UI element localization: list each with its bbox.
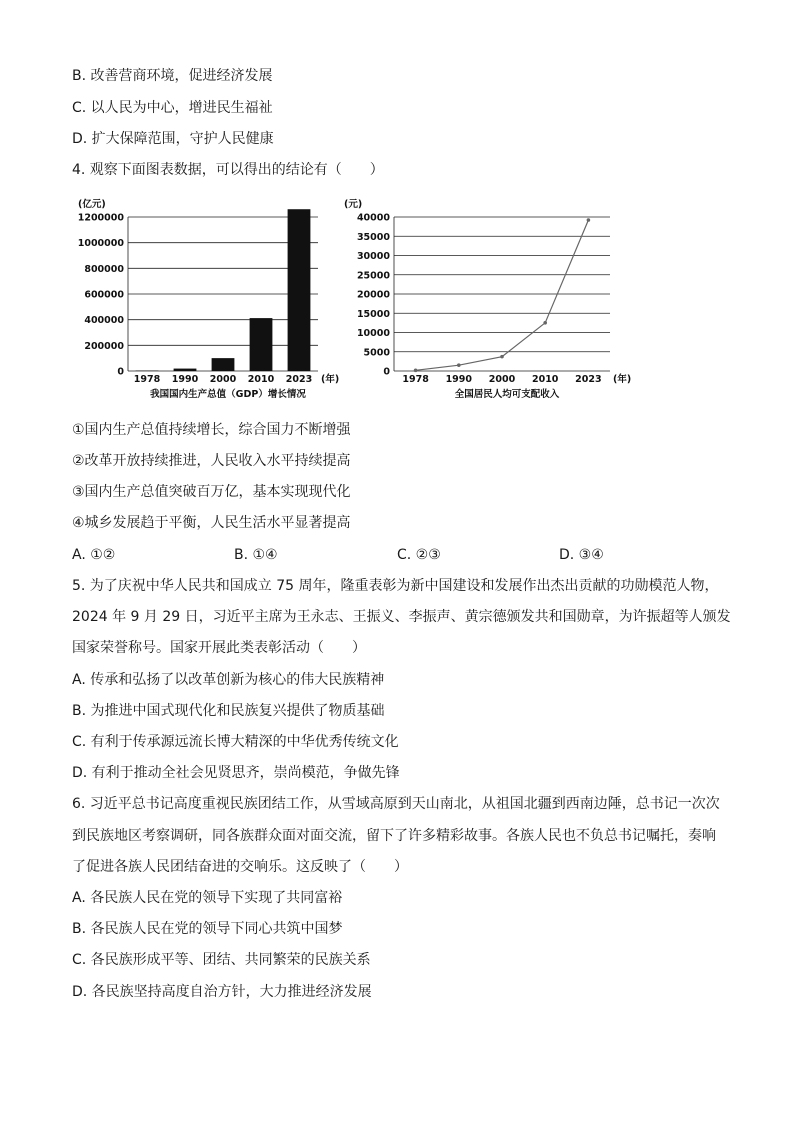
- q5-option-c: C. 有利于传承源远流长博大精深的中华优秀传统文化: [72, 734, 399, 750]
- q4-statement-4: ④城乡发展趋于平衡，人民生活水平显著提高: [72, 515, 351, 531]
- q4-option-d: D. ③④: [559, 547, 604, 563]
- q4-statement-1: ①国内生产总值持续增长，综合国力不断增强: [72, 422, 351, 438]
- q4-option-a: A. ①②: [72, 547, 116, 563]
- q6-option-b: B. 各民族人民在党的领导下同心共筑中国梦: [72, 921, 343, 937]
- chart1-ytick-label: 20000: [356, 289, 390, 301]
- chart1-x-unit: (年): [613, 374, 632, 385]
- chart1-caption: 全国居民人均可支配收入: [454, 389, 560, 400]
- q6-option-d: D. 各民族坚持高度自治方针，大力推进经济发展: [72, 984, 372, 1000]
- gdp-bar-chart: [78, 198, 339, 400]
- q5-stem-line-2: 2024 年 9 月 29 日，习近平主席为王永志、王振义、李振声、黄宗德颁发共和国勋章，为许振超等人颁发: [72, 609, 731, 625]
- chart1-point: [587, 218, 591, 222]
- chart1-ytick-label: 40000: [356, 212, 390, 224]
- q4-charts: [72, 190, 632, 410]
- q4-statement-3: ③国内生产总值突破百万亿，基本实现现代化: [72, 484, 351, 500]
- chart1-ytick-label: 30000: [356, 251, 390, 262]
- chart0-bar: [212, 358, 235, 371]
- chart1-point: [543, 321, 547, 325]
- chart0-xtick-label: 2010: [247, 374, 275, 385]
- chart0-bar: [174, 369, 197, 371]
- chart1-ytick-label: 0: [383, 366, 390, 378]
- chart1-ytick-label: 10000: [356, 328, 390, 339]
- q5-option-b: B. 为推进中国式现代化和民族复兴提供了物质基础: [72, 703, 385, 719]
- q6-stem-line-2: 到民族地区考察调研，同各族群众面对面交流，留下了许多精彩故事。各族人民也不负总书记嘱托，奏响: [72, 828, 716, 844]
- chart0-ytick-label: 400000: [84, 315, 124, 327]
- q6-option-a: A. 各民族人民在党的领导下实现了共同富裕: [72, 890, 343, 906]
- chart0-xtick-label: 1990: [171, 374, 199, 385]
- chart0-ytick-label: 800000: [84, 263, 124, 275]
- chart1-ytick-label: 25000: [356, 270, 390, 282]
- chart0-bar: [250, 318, 273, 371]
- chart1-point: [414, 369, 418, 373]
- chart1-xtick-label: 1990: [445, 374, 473, 385]
- chart0-xtick-label: 1978: [133, 374, 161, 385]
- chart1-series-line: [416, 220, 589, 370]
- q4-statement-2: ②改革开放持续推进，人民收入水平持续提高: [72, 453, 351, 469]
- chart0-xtick-label: 2023: [285, 374, 313, 385]
- chart1-point: [457, 363, 461, 367]
- q3-option-b: B. 改善营商环境，促进经济发展: [72, 68, 273, 84]
- chart1-xtick-label: 2023: [575, 374, 602, 385]
- q4-option-c: C. ②③: [397, 547, 441, 563]
- q6-stem-line-1: 6. 习近平总书记高度重视民族团结工作，从雪域高原到天山南北，从祖国北疆到西南边陲，总书记一次次: [72, 796, 720, 812]
- q4-question: 4. 观察下面图表数据，可以得出的结论有（ ）: [72, 162, 384, 178]
- chart0-x-unit: (年): [321, 374, 340, 385]
- chart0-ytick-label: 0: [117, 366, 124, 378]
- q3-option-c: C. 以人民为中心，增进民生福祉: [72, 100, 273, 116]
- chart0-xtick-label: 2000: [209, 374, 237, 385]
- q3-option-d: D. 扩大保障范围，守护人民健康: [72, 131, 274, 147]
- chart1-ytick-label: 5000: [363, 347, 390, 359]
- chart0-ytick-label: 1000000: [77, 238, 124, 250]
- q6-stem-line-3: 了促进各族人民团结奋进的交响乐。这反映了（ ）: [72, 859, 408, 875]
- q4-option-b: B. ①④: [234, 547, 278, 563]
- chart0-caption: 我国国内生产总值（GDP）增长情况: [150, 389, 306, 400]
- chart1-ytick-label: 35000: [356, 231, 390, 243]
- chart0-ytick-label: 200000: [84, 340, 124, 352]
- chart1-xtick-label: 2000: [488, 374, 516, 385]
- chart1-point: [500, 355, 504, 359]
- chart1-unit-label: (元): [344, 199, 363, 210]
- chart1-ytick-label: 15000: [356, 308, 390, 320]
- q6-option-c: C. 各民族形成平等、团结、共同繁荣的民族关系: [72, 952, 371, 968]
- chart0-ytick-label: 1200000: [77, 212, 124, 224]
- chart0-bar: [288, 209, 311, 371]
- q5-stem-line-1: 5. 为了庆祝中华人民共和国成立 75 周年，隆重表彰为新中国建设和发展作出杰出贡献的功勋模范人物，: [72, 578, 719, 594]
- income-line-chart: [344, 198, 631, 400]
- chart0-ytick-label: 600000: [84, 289, 124, 301]
- chart1-xtick-label: 2010: [531, 374, 559, 385]
- chart0-unit-label: (亿元): [78, 199, 106, 210]
- q5-option-a: A. 传承和弘扬了以改革创新为核心的伟大民族精神: [72, 672, 385, 688]
- chart1-xtick-label: 1978: [402, 374, 429, 385]
- q5-stem-line-3: 国家荣誉称号。国家开展此类表彰活动（ ）: [72, 640, 366, 656]
- q4-charts-svg: [72, 190, 632, 410]
- q5-option-d: D. 有利于推动全社会见贤思齐，崇尚模范，争做先锋: [72, 765, 400, 781]
